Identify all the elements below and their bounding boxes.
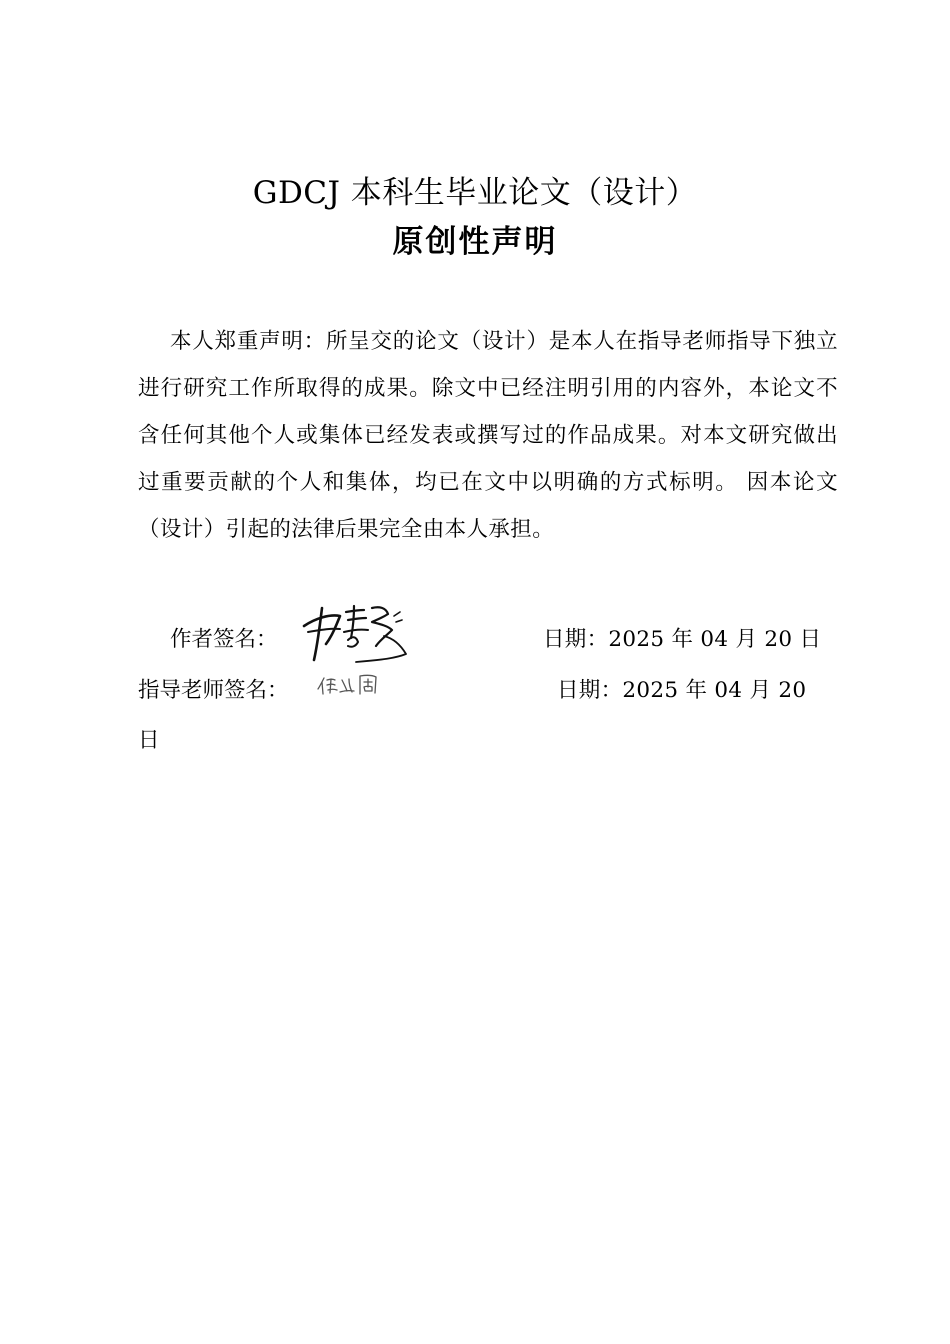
author-signature-label: 作者签名：: [170, 627, 278, 652]
advisor-signature-icon: [316, 672, 380, 698]
document-subtitle: 原创性声明: [392, 224, 558, 260]
advisor-signature-label: 指导老师签名：: [138, 678, 289, 703]
author-signature-date: 日期：2025 年 04 月 20 日: [543, 627, 822, 652]
declaration-paragraph: 本人郑重声明：所呈交的论文（设计）是本人在指导老师指导下独立进行研究工作所取得的成果。除文中已经注明引用的内容外，本论文不含任何其他个人或集体已经发表或撰写过的作品成果。对本文研究做出过重要贡献的个人和集体，均已在文中以明确的方式标明。 因本论文（设计）引起的法律后果完全由本人承担。: [138, 329, 838, 542]
document-title: GDCJ 本科生毕业论文（设计）: [252, 175, 698, 211]
advisor-signature-date-suffix: 日: [138, 728, 160, 753]
author-signature-icon: [296, 596, 416, 666]
advisor-signature-date: 日期：2025 年 04 月 20: [557, 678, 807, 703]
